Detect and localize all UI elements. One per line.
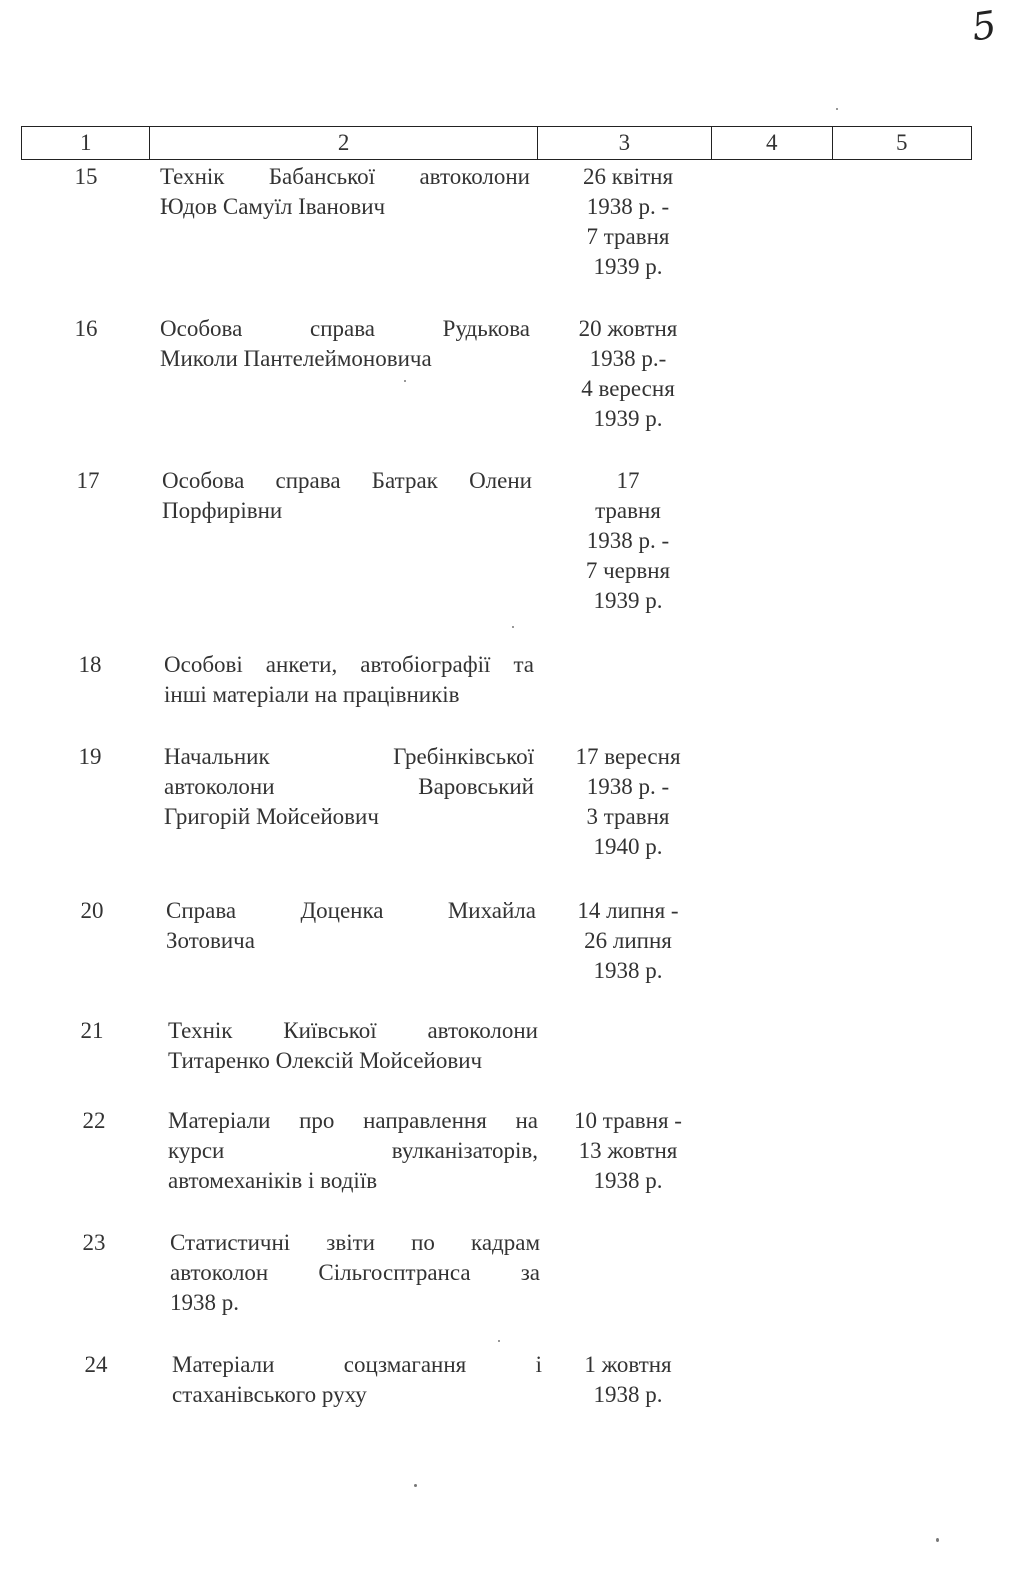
page-number: 5 — [969, 2, 1000, 50]
record-title-line: Начальник Гребінківської — [164, 744, 534, 769]
record-date-line: травня — [595, 498, 661, 523]
record-number: 20 — [80, 898, 104, 923]
record-title — [164, 650, 534, 710]
record-date-line: 1939 р. — [593, 406, 663, 431]
record-title-line: Технік Київської автоколони — [168, 1018, 538, 1043]
record-date-line: 17 — [616, 468, 640, 493]
record-date-line: 1939 р. — [593, 588, 663, 613]
record-title-line: Титаренко Олексій Мойсейович — [168, 1048, 483, 1073]
record-title-line: стаханівського руху — [172, 1382, 367, 1407]
record-title — [172, 1350, 542, 1410]
record-title — [170, 1228, 540, 1318]
record-date-line: 1938 р. - — [586, 528, 670, 553]
record-date-line: 1940 р. — [593, 834, 663, 859]
scan-speck — [836, 108, 838, 110]
record-title-line: 1938 р. — [170, 1290, 239, 1315]
record-date-range — [558, 742, 698, 862]
record-date-line: 20 жовтня — [578, 316, 678, 341]
header-col-2: 2 — [150, 127, 537, 160]
record-title-line: автомеханіків і водіїв — [168, 1168, 378, 1193]
record-date-line: 17 вересня — [575, 744, 681, 769]
record-number: 21 — [80, 1018, 104, 1043]
record-date-line: 1938 р. — [593, 1382, 663, 1407]
record-date-range — [558, 314, 698, 434]
record-title-line: Особова справа Батрак Олени — [162, 468, 532, 493]
record-date-line: 1938 р.- — [589, 346, 667, 371]
record-date-line: 26 липня — [584, 928, 672, 953]
record-title-line: Григорій Мойсейович — [164, 804, 379, 829]
record-date-line: 13 жовтня — [578, 1138, 678, 1163]
scan-speck — [404, 380, 406, 382]
scan-speck — [936, 1538, 939, 1542]
record-title-line: Юдов Самуїл Іванович — [160, 194, 386, 219]
record-title-line: Особові анкети, автобіографії та — [164, 652, 534, 677]
record-date-line: 1939 р. — [593, 254, 663, 279]
record-date-range — [558, 1106, 698, 1196]
record-date-line: 26 квітня — [582, 164, 674, 189]
record-title-line: інші матеріали на працівників — [164, 682, 460, 707]
header-col-5: 5 — [832, 127, 971, 160]
record-title — [168, 1106, 538, 1196]
record-title — [166, 896, 536, 956]
record-date-line: 4 вересня — [581, 376, 675, 401]
record-title-line: Особова справа Рудькова — [160, 316, 530, 341]
record-number: 18 — [78, 652, 102, 677]
record-title-line: Зотовича — [166, 928, 255, 953]
record-number: 15 — [74, 164, 98, 189]
header-col-3: 3 — [537, 127, 711, 160]
record-date-range — [558, 896, 698, 986]
record-number: 19 — [78, 744, 102, 769]
record-title — [168, 1016, 538, 1076]
record-date-line: 1 жовтня — [584, 1352, 672, 1377]
record-title-line: Статистичні звіти по кадрам — [170, 1230, 540, 1255]
scan-speck — [512, 626, 514, 628]
record-number: 17 — [76, 468, 100, 493]
record-title-line: автоколони Варовський — [164, 774, 534, 799]
record-date-line: 10 травня - — [574, 1108, 682, 1133]
record-title-line: курси вулканізаторів, — [168, 1138, 538, 1163]
record-title-line: Миколи Пантелеймоновича — [160, 346, 432, 371]
record-date-line: 7 червня — [585, 558, 671, 583]
record-title-line: Матеріали про направлення на — [168, 1108, 538, 1133]
record-date-line: 7 травня — [586, 224, 670, 249]
record-title — [160, 162, 530, 222]
scan-speck — [414, 1484, 417, 1487]
record-title-line: Технік Бабанської автоколони — [160, 164, 530, 189]
record-date-line: 1938 р. - — [586, 774, 670, 799]
record-title — [162, 466, 532, 526]
record-date-line: 1938 р. — [593, 1168, 663, 1193]
record-title — [160, 314, 530, 374]
record-number: 23 — [82, 1230, 106, 1255]
column-header-table — [21, 126, 972, 160]
record-date-range — [558, 162, 698, 282]
header-col-1: 1 — [22, 127, 150, 160]
record-title — [164, 742, 534, 832]
record-number: 22 — [82, 1108, 106, 1133]
header-col-4: 4 — [712, 127, 833, 160]
record-date-range — [558, 1350, 698, 1410]
scan-speck — [498, 1340, 500, 1342]
record-date-line: 1938 р. — [593, 958, 663, 983]
record-date-line: 1938 р. - — [586, 194, 670, 219]
record-number: 16 — [74, 316, 98, 341]
record-date-line: 14 липня - — [577, 898, 679, 923]
record-title-line: Справа Доценка Михайла — [166, 898, 536, 923]
record-title-line: автоколон Сільгосптранса за — [170, 1260, 540, 1285]
header-row — [22, 127, 972, 160]
record-number: 24 — [84, 1352, 108, 1377]
record-title-line: Порфирівни — [162, 498, 283, 523]
record-date-range — [558, 466, 698, 616]
record-title-line: Матеріали соцзмагання і — [172, 1352, 542, 1377]
record-date-line: 3 травня — [586, 804, 670, 829]
